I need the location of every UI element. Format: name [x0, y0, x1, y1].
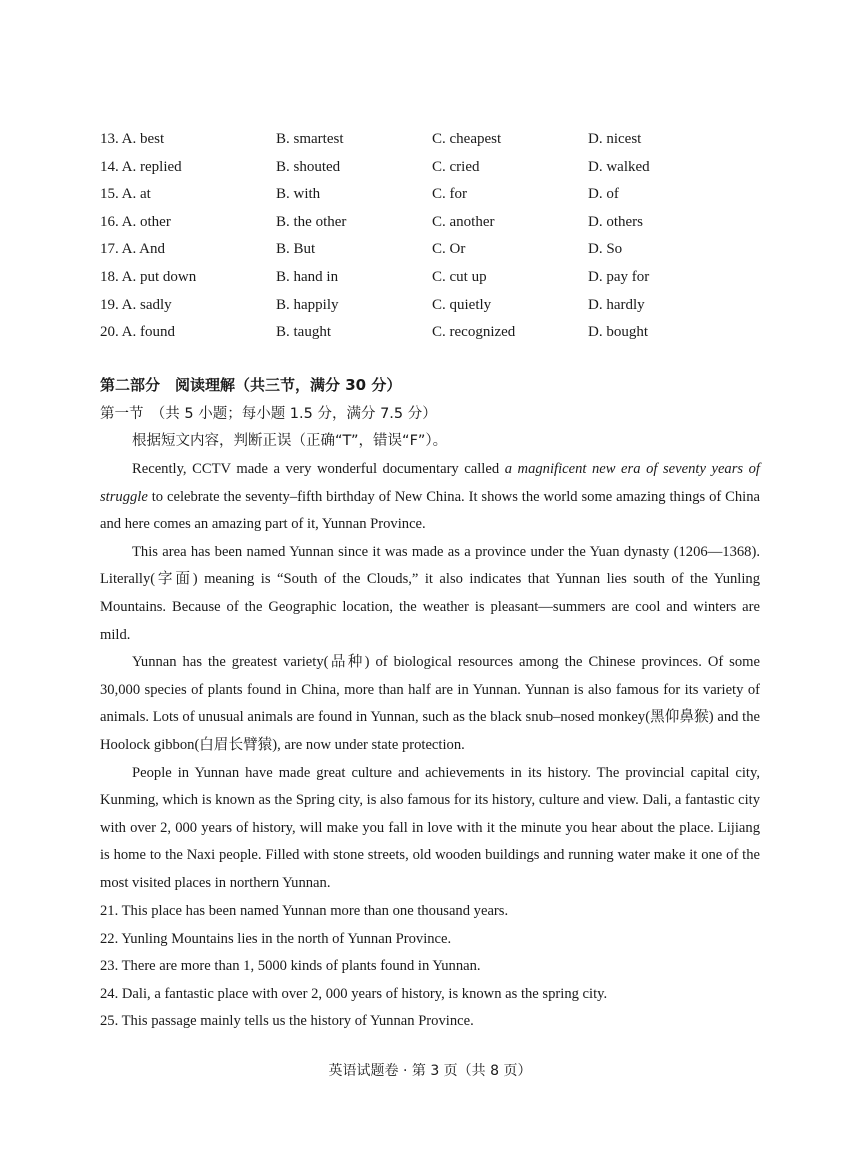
option-a: 16. A. other — [100, 213, 171, 230]
paragraph-1-end: to celebrate the seventy–fifth birthday of New China. It shows the world some amazing things of China and here comes an amazing part of it, Yunnan Province. — [100, 488, 760, 533]
option-a: 14. A. replied — [100, 158, 182, 175]
reading-passage — [100, 456, 760, 898]
option-b: B. happily — [276, 296, 339, 313]
question-21: 21. This place has been named Yunnan more than one thousand years. — [100, 903, 509, 919]
option-a: 20. A. found — [100, 324, 175, 341]
option-c: C. cheapest — [432, 131, 502, 147]
option-row-18 — [100, 264, 800, 292]
option-d: D. So — [588, 241, 623, 258]
questions-list — [100, 898, 780, 1036]
paragraph-3: Yunnan has the greatest variety(品种) of biological resources among the Chinese provinces. Of some 30,000 species of plants found in China, more than half are in Yunnan. Yunnan is also famous for its variety of animals. Lots of unusual animals are found in Yunnan, such as the black snub–nosed monkey(黑仰鼻猴) and the Hoolock gibbon(白眉长臂猿), are now under state protection. — [100, 654, 760, 753]
option-row-17 — [100, 236, 800, 264]
page-footer: 英语试题卷 · 第 3 页（共 8 页） — [328, 1063, 532, 1079]
option-b: B. hand in — [276, 268, 339, 285]
option-d: D. pay for — [588, 268, 650, 285]
option-c: C. cut up — [432, 268, 487, 285]
instruction: 根据短文内容，判断正误（正确“T”，错误“F”）。 — [132, 433, 448, 449]
option-c: C. another — [432, 213, 495, 230]
option-a: 13. A. best — [100, 131, 165, 147]
question-24: 24. Dali, a fantastic place with over 2, 000 years of history, is known as the spring city. — [100, 985, 608, 1002]
question-23: 23. There are more than 1, 5000 kinds of plants found in Yunnan. — [100, 958, 481, 975]
option-row-15 — [100, 181, 800, 209]
option-a: 19. A. sadly — [100, 296, 172, 313]
option-c: C. Or — [432, 241, 466, 258]
question-22: 22. Yunling Mountains lies in the north of Yunnan Province. — [100, 930, 452, 947]
option-d: D. of — [588, 186, 619, 203]
question-25: 25. This passage mainly tells us the history of Yunnan Province. — [100, 1013, 474, 1030]
option-b: B. shouted — [276, 158, 341, 175]
option-d: D. nicest — [588, 131, 642, 147]
option-b: B. But — [276, 241, 316, 258]
paragraph-2: This area has been named Yunnan since it was made as a province under the Yuan dynasty (1206—1368). Literally(字面) meaning is “South of the Clouds,” it also indicates that Yunnan lies south of the Yunling Mountains. Because of the Geographic location, the weather is pleasant—summers are cool and winters are mild. — [100, 543, 760, 643]
paragraph-4: People in Yunnan have made great culture and achievements in its history. The provincial capital city, Kunming, which is known as the Spring city, is also famous for its history, culture and view. Dali, a fantastic city with over 2, 000 years of history, will make you fall in love with it the minute you hear about the place. Lijiang is home to the Naxi people. Filled with stone streets, old wooden buildings and running water make it one of the most visited places in northern Yunnan. — [100, 764, 760, 891]
option-row-20 — [100, 319, 800, 347]
paragraph-1 — [100, 456, 760, 539]
section-title: 第一节 （共 5 小题；每小题 1.5 分，满分 7.5 分） — [100, 406, 437, 422]
option-d: D. others — [588, 213, 643, 230]
option-a: 17. A. And — [100, 241, 166, 258]
part-title: 第二部分 阅读理解（共三节，满分 30 分） — [100, 376, 402, 394]
option-row-16 — [100, 209, 800, 237]
documentary-title: a magnificent new era of seventy years of struggle — [100, 461, 760, 505]
option-d: D. bought — [588, 324, 648, 341]
option-b: B. taught — [276, 324, 331, 341]
option-b: B. with — [276, 186, 321, 203]
option-row-13 — [100, 126, 800, 154]
paragraph-1-start: Recently, CCTV made a very wonderful documentary called — [132, 461, 505, 477]
option-c: C. recognized — [432, 324, 516, 341]
option-c: C. for — [432, 186, 467, 203]
option-b: B. the other — [276, 213, 347, 230]
option-b: B. smartest — [276, 131, 344, 147]
option-c: C. cried — [432, 158, 480, 175]
option-row-14 — [100, 154, 800, 182]
option-c: C. quietly — [432, 296, 492, 313]
answer-options — [100, 126, 800, 347]
option-d: D. walked — [588, 158, 650, 175]
option-a: 18. A. put down — [100, 268, 197, 285]
option-row-19 — [100, 292, 800, 320]
option-a: 15. A. at — [100, 186, 151, 203]
option-d: D. hardly — [588, 296, 645, 313]
